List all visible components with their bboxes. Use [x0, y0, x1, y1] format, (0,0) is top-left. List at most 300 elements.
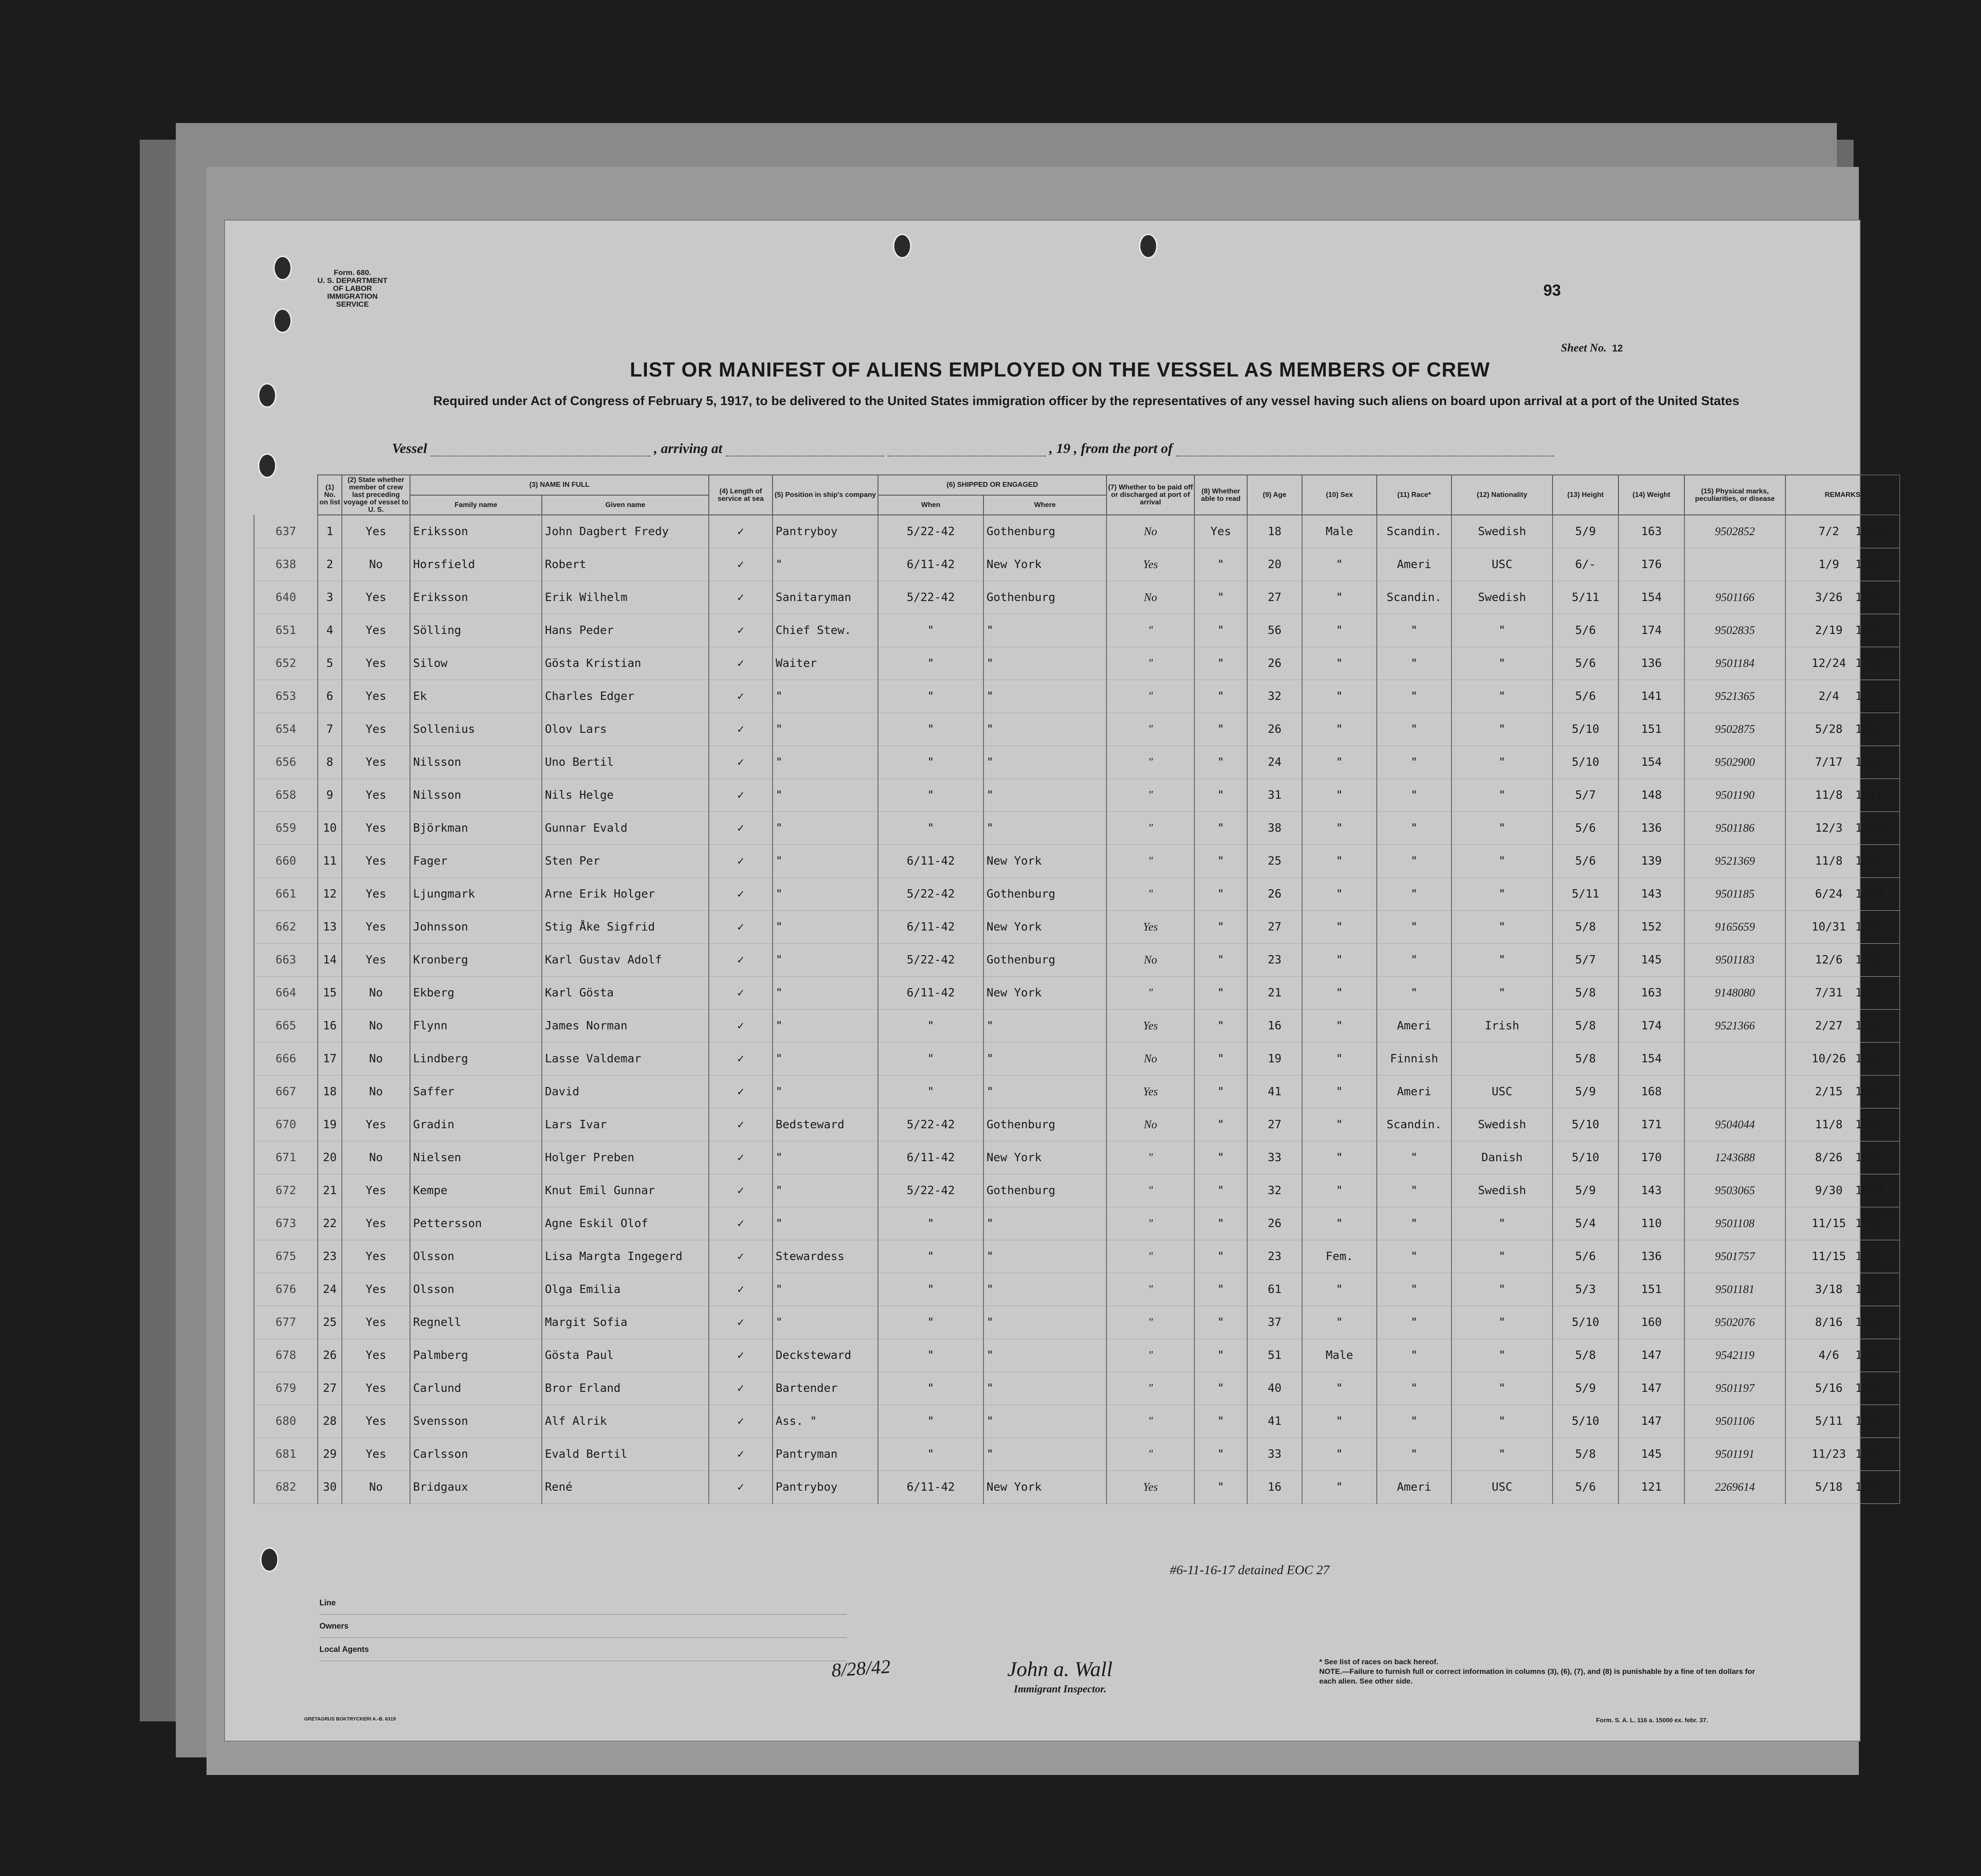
shipped-where: "	[983, 713, 1107, 746]
paid-off: No	[1107, 581, 1194, 614]
previous-voyage: Yes	[342, 1438, 410, 1471]
line-number: 640	[254, 581, 318, 614]
remarks-birth-date: 8/16	[1815, 1316, 1843, 1329]
remarks-birth-date: 5/18	[1815, 1481, 1843, 1494]
line-number: 663	[254, 944, 318, 977]
remarks-birth-year: 1919	[1855, 1250, 1883, 1263]
service-check-icon: ✓	[709, 812, 773, 845]
date-field	[888, 445, 1046, 456]
race: "	[1377, 779, 1451, 812]
service-check-icon: ✓	[709, 1372, 773, 1405]
family-name: Pettersson	[410, 1207, 542, 1240]
service-check-icon: ✓	[709, 1339, 773, 1372]
position: "	[773, 845, 878, 878]
family-name: Carlsson	[410, 1438, 542, 1471]
position: "	[773, 779, 878, 812]
paid-off: "	[1107, 1306, 1194, 1339]
previous-voyage: Yes	[342, 878, 410, 911]
position: "	[773, 746, 878, 779]
remarks-birth-year: 1904	[1855, 822, 1883, 835]
service-check-icon: ✓	[709, 1076, 773, 1108]
list-number: 7	[318, 713, 342, 746]
list-number: 15	[318, 977, 342, 1010]
remarks-birth-year: 1891	[1855, 1349, 1883, 1362]
form-footer: Form. S. A. L. 116 a. 15000 ex. febr. 37.	[1596, 1717, 1708, 1724]
remarks-birth-date: 4/6	[1818, 1349, 1840, 1362]
table-row	[254, 713, 1900, 746]
shipped-when: 6/11-42	[878, 1141, 983, 1174]
race: Ameri	[1377, 1010, 1451, 1043]
nationality: "	[1451, 977, 1553, 1010]
remarks-birth-date: 6/24	[1815, 887, 1843, 901]
header-position: (5) Position in ship's company	[773, 475, 878, 515]
nationality: USC	[1451, 1076, 1553, 1108]
given-name: Robert	[542, 548, 709, 581]
list-number: 30	[318, 1471, 342, 1504]
shipped-when: "	[878, 713, 983, 746]
local-agents-field: Local Agents	[319, 1638, 847, 1661]
list-number: 29	[318, 1438, 342, 1471]
physical-marks	[1684, 1043, 1785, 1076]
position: Bedsteward	[773, 1108, 878, 1141]
remarks-birth-date: 8/26	[1815, 1151, 1843, 1164]
age: 26	[1247, 878, 1302, 911]
paid-off: "	[1107, 1438, 1194, 1471]
position: Pantryboy	[773, 1471, 878, 1504]
age: 16	[1247, 1010, 1302, 1043]
list-number: 11	[318, 845, 342, 878]
remarks-date	[1785, 1076, 1900, 1108]
previous-voyage: Yes	[342, 713, 410, 746]
punch-hole-icon	[273, 308, 292, 333]
service-check-icon: ✓	[709, 515, 773, 548]
family-name: Sölling	[410, 614, 542, 647]
from-label: , from the port of	[1074, 440, 1173, 456]
shipped-when: "	[878, 1043, 983, 1076]
age: 25	[1247, 845, 1302, 878]
service-check-icon: ✓	[709, 1438, 773, 1471]
punch-hole-icon	[273, 256, 292, 280]
weight: 154	[1618, 1043, 1684, 1076]
remarks-birth-year: 1917	[1855, 855, 1883, 868]
line-number: 659	[254, 812, 318, 845]
position: "	[773, 1174, 878, 1207]
family-name: Eriksson	[410, 581, 542, 614]
line-number: 652	[254, 647, 318, 680]
height: 5/8	[1553, 1010, 1618, 1043]
remarks-birth-date: 12/3	[1815, 822, 1843, 835]
able-to-read: "	[1194, 1471, 1247, 1504]
line-number: 667	[254, 1076, 318, 1108]
given-name: Sten Per	[542, 845, 709, 878]
line-number: 670	[254, 1108, 318, 1141]
list-number: 21	[318, 1174, 342, 1207]
shipped-when: "	[878, 614, 983, 647]
list-number: 17	[318, 1043, 342, 1076]
year-label: , 19	[1049, 440, 1070, 456]
shipped-where: New York	[983, 1471, 1107, 1504]
nationality: Swedish	[1451, 581, 1553, 614]
nationality: "	[1451, 812, 1553, 845]
given-name: Gunnar Evald	[542, 812, 709, 845]
line-number: 656	[254, 746, 318, 779]
able-to-read: "	[1194, 812, 1247, 845]
handwritten-date: 8/28/42	[831, 1655, 891, 1681]
nationality: "	[1451, 1207, 1553, 1240]
list-number: 1	[318, 515, 342, 548]
remarks-date	[1785, 1306, 1900, 1339]
previous-voyage: Yes	[342, 647, 410, 680]
given-name: Agne Eskil Olof	[542, 1207, 709, 1240]
physical-marks: 9502875	[1684, 713, 1785, 746]
table-row	[254, 548, 1900, 581]
position: Stewardess	[773, 1240, 878, 1273]
remarks-date	[1785, 1010, 1900, 1043]
height: 5/10	[1553, 1405, 1618, 1438]
list-number: 5	[318, 647, 342, 680]
family-name: Nielsen	[410, 1141, 542, 1174]
line-number: 678	[254, 1339, 318, 1372]
remarks-date	[1785, 812, 1900, 845]
weight: 136	[1618, 812, 1684, 845]
header-paid-off: (7) Whether to be paid off or discharged at port of arrival	[1107, 475, 1194, 515]
sex: "	[1302, 647, 1377, 680]
header-weight: (14) Weight	[1618, 475, 1684, 515]
height: 5/7	[1553, 779, 1618, 812]
race: "	[1377, 1141, 1451, 1174]
family-name: Svensson	[410, 1405, 542, 1438]
remarks-birth-date: 5/11	[1815, 1415, 1843, 1428]
service-check-icon: ✓	[709, 1273, 773, 1306]
shipped-when: 6/11-42	[878, 911, 983, 944]
department-name: U. S. DEPARTMENT OF LABOR	[317, 276, 388, 293]
paid-off: No	[1107, 1043, 1194, 1076]
line-number: 653	[254, 680, 318, 713]
shipped-when: 5/22-42	[878, 944, 983, 977]
race: Ameri	[1377, 1471, 1451, 1504]
service-check-icon: ✓	[709, 1240, 773, 1273]
sex: "	[1302, 1174, 1377, 1207]
remarks-date	[1785, 1471, 1900, 1504]
remarks-birth-date: 11/8	[1815, 1118, 1843, 1131]
weight: 147	[1618, 1339, 1684, 1372]
shipped-when: "	[878, 1240, 983, 1273]
paid-off: "	[1107, 680, 1194, 713]
height: 5/9	[1553, 1372, 1618, 1405]
remarks-date	[1785, 515, 1900, 548]
line-number: 638	[254, 548, 318, 581]
table-row	[254, 1405, 1900, 1438]
remarks-birth-year: 1909	[1855, 1151, 1883, 1164]
able-to-read: "	[1194, 1306, 1247, 1339]
remarks-birth-date: 11/15	[1811, 1217, 1846, 1230]
service-check-icon: ✓	[709, 1207, 773, 1240]
height: 5/6	[1553, 680, 1618, 713]
given-name: René	[542, 1471, 709, 1504]
previous-voyage: Yes	[342, 1108, 410, 1141]
family-name: Ljungmark	[410, 878, 542, 911]
previous-voyage: Yes	[342, 845, 410, 878]
inspector-label: Immigrant Inspector.	[1014, 1684, 1107, 1695]
footnotes	[1319, 1657, 1759, 1686]
height: 6/-	[1553, 548, 1618, 581]
shipped-when: 6/11-42	[878, 548, 983, 581]
paid-off: "	[1107, 1273, 1194, 1306]
shipped-when: "	[878, 1273, 983, 1306]
service-check-icon: ✓	[709, 1174, 773, 1207]
position: "	[773, 911, 878, 944]
shipped-where: Gothenburg	[983, 581, 1107, 614]
nationality: "	[1451, 1405, 1553, 1438]
printer-mark: GRETAGRUS BOKTRYCKERI A.-B. 6319	[304, 1717, 396, 1722]
remarks-birth-year: 1915	[1855, 920, 1883, 934]
height: 5/9	[1553, 1076, 1618, 1108]
paid-off: "	[1107, 746, 1194, 779]
sheet-label: Sheet No.	[1561, 341, 1607, 354]
race: Scandin.	[1377, 581, 1451, 614]
position: "	[773, 1043, 878, 1076]
remarks-birth-year: 1901	[1855, 1415, 1883, 1428]
previous-voyage: Yes	[342, 911, 410, 944]
remarks-date	[1785, 1438, 1900, 1471]
shipped-when: 5/22-42	[878, 515, 983, 548]
remarks-birth-date: 3/18	[1815, 1283, 1843, 1296]
height: 5/10	[1553, 1108, 1618, 1141]
shipped-where: Gothenburg	[983, 944, 1107, 977]
punch-hole-icon	[260, 1547, 279, 1572]
shipped-when: "	[878, 680, 983, 713]
race: Finnish	[1377, 1043, 1451, 1076]
line-number: 654	[254, 713, 318, 746]
shipped-where: "	[983, 779, 1107, 812]
nationality: Swedish	[1451, 1108, 1553, 1141]
nationality: "	[1451, 1339, 1553, 1372]
previous-voyage: Yes	[342, 1174, 410, 1207]
table-row	[254, 1010, 1900, 1043]
sex: "	[1302, 1405, 1377, 1438]
line-number: 672	[254, 1174, 318, 1207]
table-row	[254, 1339, 1900, 1372]
header-previous-voyage: (2) State whether member of crew last preceding voyage of vessel to U. S.	[342, 475, 410, 515]
service-check-icon: ✓	[709, 614, 773, 647]
shipped-where: "	[983, 1240, 1107, 1273]
height: 5/6	[1553, 845, 1618, 878]
able-to-read: "	[1194, 746, 1247, 779]
header-age: (9) Age	[1247, 475, 1302, 515]
race: "	[1377, 1372, 1451, 1405]
remarks-birth-date: 5/16	[1815, 1382, 1843, 1395]
height: 5/6	[1553, 812, 1618, 845]
shipped-where: Gothenburg	[983, 1108, 1107, 1141]
family-name: Johnsson	[410, 911, 542, 944]
physical-marks: 9148080	[1684, 977, 1785, 1010]
age: 41	[1247, 1076, 1302, 1108]
service-check-icon: ✓	[709, 647, 773, 680]
paid-off: "	[1107, 977, 1194, 1010]
remarks-birth-year: 1916	[1855, 1217, 1883, 1230]
line-number: 673	[254, 1207, 318, 1240]
age: 51	[1247, 1339, 1302, 1372]
nationality: USC	[1451, 548, 1553, 581]
paid-off: "	[1107, 647, 1194, 680]
paid-off: Yes	[1107, 1010, 1194, 1043]
given-name: Karl Gustav Adolf	[542, 944, 709, 977]
header-when: When	[878, 495, 983, 515]
race: "	[1377, 977, 1451, 1010]
shipped-where: "	[983, 1405, 1107, 1438]
weight: 145	[1618, 944, 1684, 977]
family-name: Horsfield	[410, 548, 542, 581]
shipped-when: 5/22-42	[878, 878, 983, 911]
header-family-name: Family name	[410, 495, 542, 515]
shipped-where: New York	[983, 1141, 1107, 1174]
previous-voyage: Yes	[342, 1405, 410, 1438]
family-name: Fager	[410, 845, 542, 878]
age: 16	[1247, 1471, 1302, 1504]
physical-marks: 9501166	[1684, 581, 1785, 614]
remarks-birth-year: 1911	[1855, 789, 1883, 802]
service-check-icon: ✓	[709, 944, 773, 977]
service-check-icon: ✓	[709, 845, 773, 878]
age: 19	[1247, 1043, 1302, 1076]
weight: 163	[1618, 515, 1684, 548]
previous-voyage: Yes	[342, 614, 410, 647]
service-check-icon: ✓	[709, 1010, 773, 1043]
shipped-when: "	[878, 1438, 983, 1471]
able-to-read: "	[1194, 845, 1247, 878]
nationality: "	[1451, 746, 1553, 779]
position: "	[773, 878, 878, 911]
height: 5/10	[1553, 1306, 1618, 1339]
able-to-read: "	[1194, 878, 1247, 911]
remarks-birth-year: 1926	[1855, 1481, 1883, 1494]
family-name: Bridgaux	[410, 1471, 542, 1504]
family-name: Silow	[410, 647, 542, 680]
service-check-icon: ✓	[709, 680, 773, 713]
list-number: 14	[318, 944, 342, 977]
table-row	[254, 845, 1900, 878]
shipped-when: "	[878, 1207, 983, 1240]
race: "	[1377, 1438, 1451, 1471]
able-to-read: "	[1194, 1141, 1247, 1174]
given-name: Gösta Paul	[542, 1339, 709, 1372]
footer-fields	[319, 1591, 847, 1661]
nationality: "	[1451, 1372, 1553, 1405]
list-number: 16	[318, 1010, 342, 1043]
header-name-in-full: (3) NAME IN FULL	[410, 475, 709, 495]
position: "	[773, 812, 878, 845]
physical-marks: 9501184	[1684, 647, 1785, 680]
position: "	[773, 1207, 878, 1240]
remarks-birth-year: 1909	[1855, 1448, 1883, 1461]
position: "	[773, 1273, 878, 1306]
previous-voyage: No	[342, 1141, 410, 1174]
form-reference	[313, 269, 392, 308]
age: 23	[1247, 944, 1302, 977]
height: 5/6	[1553, 647, 1618, 680]
age: 41	[1247, 1405, 1302, 1438]
remarks-date	[1785, 911, 1900, 944]
remarks-birth-date: 2/27	[1815, 1019, 1843, 1032]
sex: "	[1302, 1273, 1377, 1306]
shipped-when: 5/22-42	[878, 1108, 983, 1141]
previous-voyage: No	[342, 1043, 410, 1076]
header-able-to-read: (8) Whether able to read	[1194, 475, 1247, 515]
table-row	[254, 647, 1900, 680]
weight: 152	[1618, 911, 1684, 944]
shipped-where: "	[983, 680, 1107, 713]
remarks-birth-date: 1/9	[1818, 558, 1840, 571]
list-number: 22	[318, 1207, 342, 1240]
shipped-where: "	[983, 1010, 1107, 1043]
remarks-birth-year: 1916	[1855, 657, 1883, 670]
remarks-birth-date: 3/26	[1815, 591, 1843, 604]
given-name: Evald Bertil	[542, 1438, 709, 1471]
previous-voyage: Yes	[342, 1240, 410, 1273]
paid-off: No	[1107, 1108, 1194, 1141]
position: "	[773, 548, 878, 581]
weight: 147	[1618, 1405, 1684, 1438]
paid-off: "	[1107, 1339, 1194, 1372]
table-row	[254, 614, 1900, 647]
service-check-icon: ✓	[709, 911, 773, 944]
height: 5/7	[1553, 944, 1618, 977]
service-check-icon: ✓	[709, 878, 773, 911]
previous-voyage: No	[342, 548, 410, 581]
shipped-where: "	[983, 1438, 1107, 1471]
height: 5/9	[1553, 1174, 1618, 1207]
nationality: "	[1451, 647, 1553, 680]
sex: "	[1302, 713, 1377, 746]
shipped-when: 6/11-42	[878, 845, 983, 878]
remarks-date	[1785, 878, 1900, 911]
sex: "	[1302, 680, 1377, 713]
header-sex: (10) Sex	[1302, 475, 1377, 515]
given-name: James Norman	[542, 1010, 709, 1043]
nationality: "	[1451, 1240, 1553, 1273]
family-name: Gradin	[410, 1108, 542, 1141]
race: "	[1377, 713, 1451, 746]
weight: 136	[1618, 647, 1684, 680]
previous-voyage: No	[342, 1076, 410, 1108]
given-name: John Dagbert Fredy	[542, 515, 709, 548]
paid-off: "	[1107, 1372, 1194, 1405]
list-number: 28	[318, 1405, 342, 1438]
service-check-icon: ✓	[709, 1141, 773, 1174]
age: 26	[1247, 1207, 1302, 1240]
shipped-when: "	[878, 1339, 983, 1372]
previous-voyage: No	[342, 1010, 410, 1043]
weight: 143	[1618, 1174, 1684, 1207]
able-to-read: "	[1194, 1043, 1247, 1076]
family-name: Eriksson	[410, 515, 542, 548]
family-name: Sollenius	[410, 713, 542, 746]
weight: 176	[1618, 548, 1684, 581]
shipped-where: "	[983, 1306, 1107, 1339]
shipped-where: "	[983, 1273, 1107, 1306]
remarks-birth-year: 1921	[1855, 986, 1883, 1000]
able-to-read: "	[1194, 1108, 1247, 1141]
physical-marks: 9501183	[1684, 944, 1785, 977]
position: "	[773, 977, 878, 1010]
given-name: Arne Erik Holger	[542, 878, 709, 911]
given-name: Lisa Margta Ingegerd	[542, 1240, 709, 1273]
table-row	[254, 1174, 1900, 1207]
table-row	[254, 515, 1900, 548]
header-length-of-service: (4) Length of service at sea	[709, 475, 773, 515]
sex: "	[1302, 1438, 1377, 1471]
given-name: Lars Ivar	[542, 1108, 709, 1141]
